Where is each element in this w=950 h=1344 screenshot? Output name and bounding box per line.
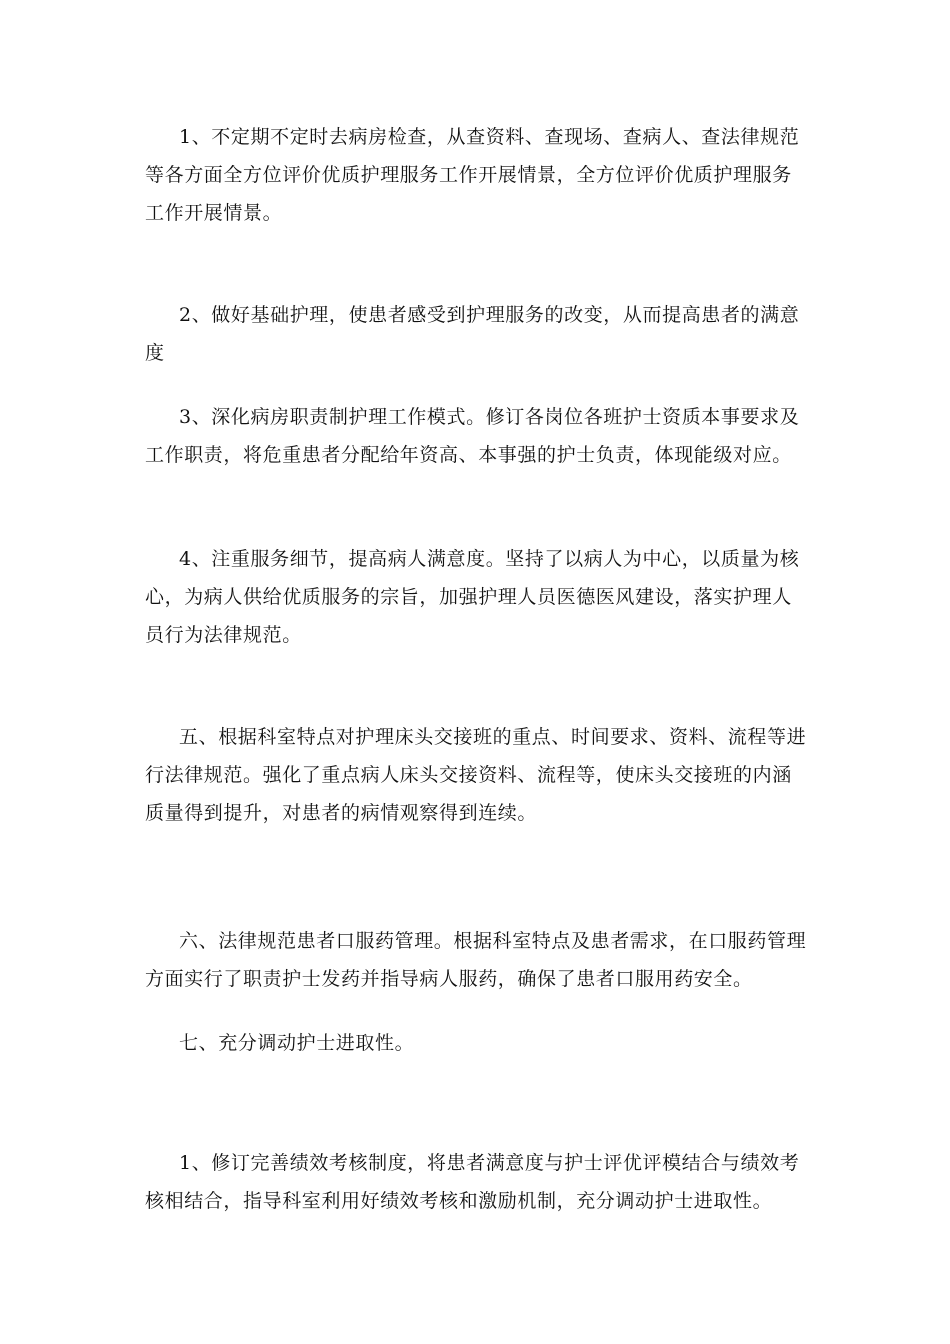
paragraph-2: 2、做好基础护理，使患者感受到护理服务的改变，从而提高患者的满意度: [145, 304, 800, 364]
paragraph-5: 五、根据科室特点对护理床头交接班的重点、时间要求、资料、流程等进行法律规范。强化了重点病人床头交接资料、流程等，使床头交接班的内涵质量得到提升，对患者的病情观察得到连续。: [145, 726, 807, 824]
paragraph-8: 1、修订完善绩效考核制度，将患者满意度与护士评优评模结合与绩效考核相结合，指导科室利用好绩效考核和激励机制，充分调动护士进取性。: [145, 1152, 800, 1212]
paragraph-7: 七、充分调动护士进取性。: [179, 1032, 415, 1054]
paragraph-1: 1、不定期不定时去病房检查，从查资料、查现场、查病人、查法律规范等各方面全方位评价优质护理服务工作开展情景，全方位评价优质护理服务工作开展情景。: [145, 126, 800, 224]
paragraph-6: 六、法律规范患者口服药管理。根据科室特点及患者需求，在口服药管理方面实行了职责护士发药并指导病人服药，确保了患者口服用药安全。: [145, 930, 807, 990]
paragraph-3: 3、深化病房职责制护理工作模式。修订各岗位各班护士资质本事要求及工作职责，将危重患者分配给年资高、本事强的护士负责，体现能级对应。: [145, 406, 800, 466]
paragraph-4: 4、注重服务细节，提高病人满意度。坚持了以病人为中心，以质量为核心，为病人供给优质服务的宗旨，加强护理人员医德医风建设，落实护理人员行为法律规范。: [145, 548, 800, 646]
